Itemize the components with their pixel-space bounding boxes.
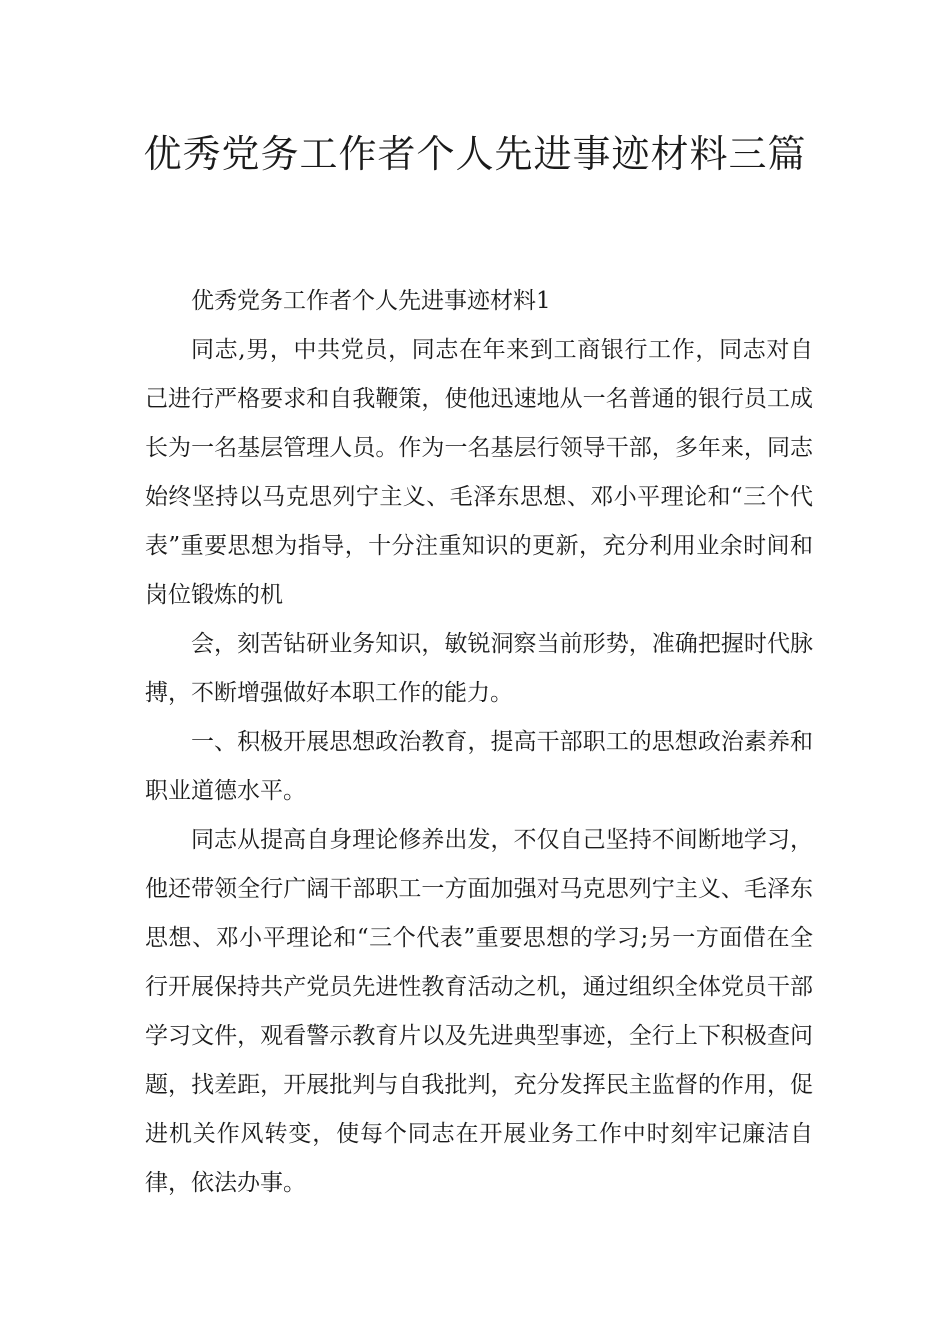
document-title: 优秀党务工作者个人先进事迹材料三篇 [143, 132, 807, 176]
paragraph-study: 同志从提高自身理论修养出发，不仅自己坚持不间断地学习，他还带领全行广阔干部职工一方面加强对马克思列宁主义、毛泽东思想、邓小平理论和“三个代表”重要思想的学习;另一方面借在全行开展保持共产党员先进性教育活动之机，通过组织全体党员干部学习文件，观看警示教育片以及先进典型事迹，全行上下积极查问题，找差距，开展批判与自我批判，充分发挥民主监督的作用，促进机关作风转变，使每个同志在开展业务工作中时刻牢记廉洁自律，依法办事。 [145, 827, 813, 1196]
section-heading-1: 优秀党务工作者个人先进事迹材料1 [191, 288, 551, 314]
document-body [145, 277, 813, 1208]
paragraph-intro: 同志,男，中共党员，同志在年来到工商银行工作，同志对自己进行严格要求和自我鞭策，使他迅速地从一名普通的银行员工成长为一名基层管理人员。作为一名基层行领导干部，多年来，同志始终坚持以马克思列宁主义、毛泽东思想、邓小平理论和“三个代表”重要思想为指导，十分注重知识的更新，充分利用业余时间和岗位锻炼的机 [145, 337, 813, 608]
paragraph-continuation: 会，刻苦钻研业务知识，敏锐洞察当前形势，准确把握时代脉搏，不断增强做好本职工作的能力。 [145, 631, 813, 706]
paragraph-point-1: 一、积极开展思想政治教育，提高干部职工的思想政治素养和职业道德水平。 [145, 729, 813, 804]
